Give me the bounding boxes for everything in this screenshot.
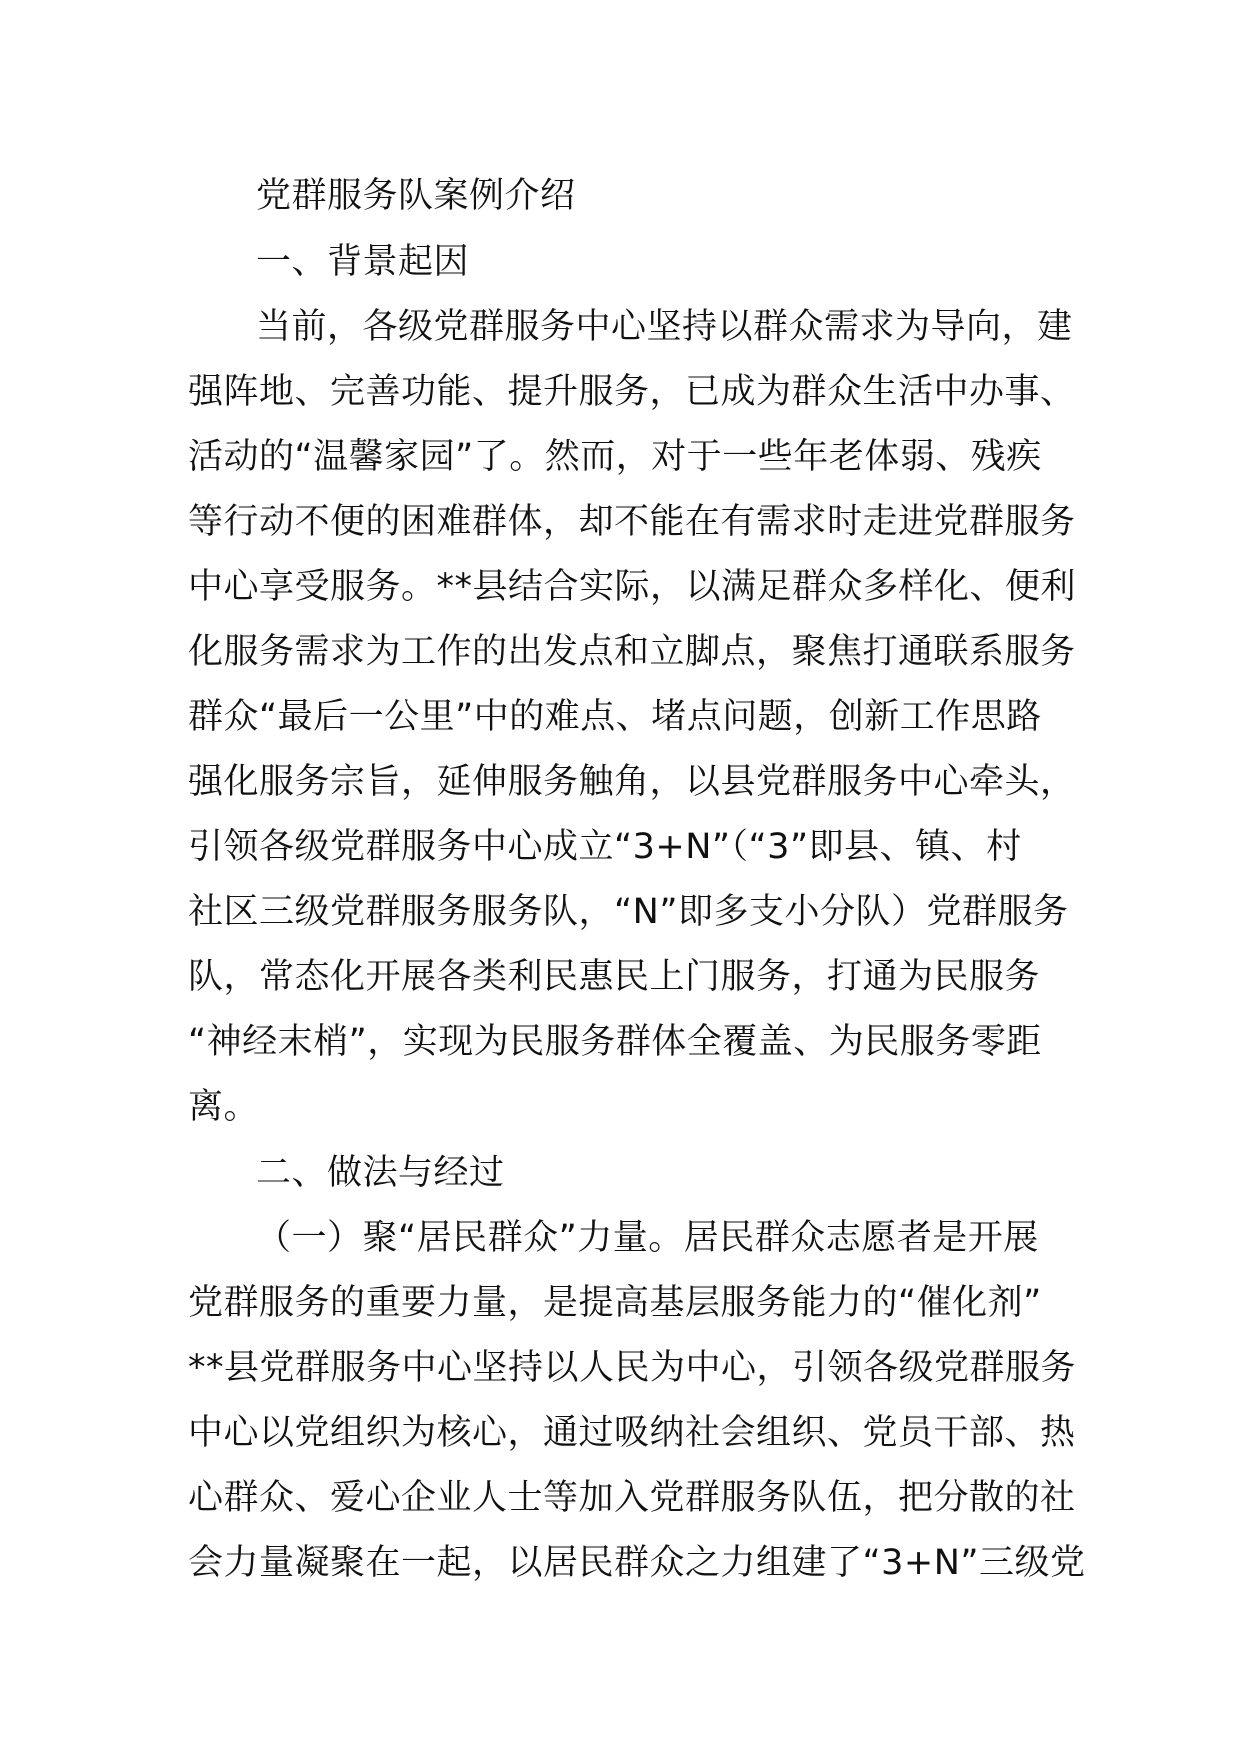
- paragraph-line: 引领各级党群服务中心成立“3+N”（“3”即县、镇、村: [188, 827, 1022, 867]
- paragraph-line: 队，常态化开展各类利民惠民上门服务，打通为民服务: [188, 957, 1041, 997]
- paragraph-line: **县党群服务中心坚持以人民为中心，引领各级党群服务: [188, 1348, 1077, 1388]
- paragraph-line: “神经末梢”，实现为民服务群体全覆盖、为民服务零距: [188, 1022, 1042, 1062]
- paragraph-line: 强阵地、完善功能、提升服务，已成为群众生活中办事、: [188, 372, 1076, 412]
- paragraph-line: （一）聚“居民群众”力量。居民群众志愿者是开展: [256, 1218, 1039, 1258]
- paragraph-line: 等行动不便的困难群体，却不能在有需求时走进党群服务: [188, 502, 1076, 542]
- paragraph-line: 群众“最后一公里”中的难点、堵点问题，创新工作思路: [188, 697, 1042, 737]
- paragraph-line: 强化服务宗旨，延伸服务触角，以县党群服务中心牵头，: [188, 762, 1076, 802]
- paragraph-line: 中心以党组织为核心，通过吸纳社会组织、党员干部、热: [188, 1413, 1076, 1453]
- section-heading-methods: 二、做法与经过: [256, 1153, 505, 1193]
- paragraph-line: 党群服务的重要力量，是提高基层服务能力的“催化剂”: [188, 1283, 1042, 1323]
- paragraph-line: 中心享受服务。**县结合实际，以满足群众多样化、便利: [188, 567, 1077, 607]
- paragraph-line: 会力量凝聚在一起，以居民群众之力组建了“3+N”三级党: [188, 1543, 1086, 1583]
- paragraph-line: 社区三级党群服务服务队，“N”即多支小分队）党群服务: [188, 892, 1069, 932]
- paragraph-line: 当前，各级党群服务中心坚持以群众需求为导向，建: [256, 307, 1073, 347]
- paragraph-line: 化服务需求为工作的出发点和立脚点，聚焦打通联系服务: [188, 632, 1076, 672]
- paragraph-line: 离。: [188, 1087, 260, 1127]
- section-heading-background: 一、背景起因: [256, 242, 470, 282]
- paragraph-line: 心群众、爱心企业人士等加入党群服务队伍，把分散的社: [188, 1478, 1076, 1518]
- document-title: 党群服务队案例介绍: [256, 176, 576, 216]
- paragraph-line: 活动的“温馨家园”了。然而，对于一些年老体弱、残疾: [188, 437, 1042, 477]
